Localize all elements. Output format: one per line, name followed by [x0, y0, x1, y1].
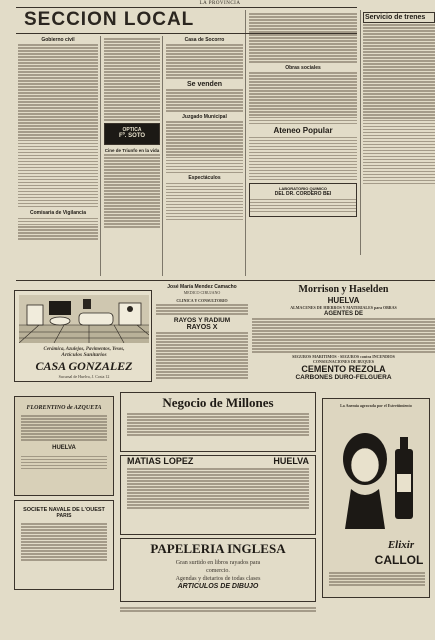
heading-trenes: Servicio de trenes [365, 14, 426, 21]
train-title-box [363, 12, 435, 23]
column-4 [249, 12, 357, 217]
laboratorio-line1: LABORATORIO QUIMICO [278, 186, 328, 192]
gonzalez-name: CASA GONZALEZ [35, 359, 133, 373]
running-head: LA PROVINCIA [199, 1, 241, 6]
papeleria-line1: Gran surtido en libros rayados para [175, 560, 261, 566]
callol-top: La Anemia agravada por el Estreñimiento [340, 403, 412, 408]
callol-elixir: Elixir [387, 539, 415, 551]
column-3 [166, 37, 243, 222]
optica-label: OPTICA [122, 127, 142, 133]
papeleria-line2: comercio. [206, 568, 230, 574]
heading-gobierno-civil: Gobierno civil [41, 37, 75, 43]
negocio-ad [120, 392, 316, 452]
bottom-fragment [120, 606, 316, 613]
casa-gonzalez-ad [14, 290, 152, 382]
top-rule [16, 7, 357, 8]
ads-rule [16, 280, 435, 281]
societe-navale-ad [14, 500, 114, 590]
gonzalez-tagline2: Artículos Sanitarios [61, 352, 107, 358]
matias-title: MATIAS LOPEZ [127, 456, 194, 466]
florentino-city: HUELVA [52, 445, 76, 452]
papeleria-line3: Agendas y dietarios de todas clases [175, 576, 261, 582]
medico-line1: CLINICA Y CONSULTORIO [176, 298, 228, 303]
optica-soto-ad [104, 123, 160, 145]
papeleria-line4: ARTICULOS DE DIBUJO [177, 583, 259, 590]
morrison-agentes: AGENTES DE [323, 311, 363, 317]
trains-column [363, 12, 435, 186]
column-1 [18, 37, 98, 241]
morrison-cemento: CEMENTO REZOLA [301, 364, 386, 375]
heading-comisaria: Comisaria de Vigilancia [29, 210, 87, 217]
laboratorio-line2: DEL DR. CORDERO BEI [274, 191, 332, 198]
medico-line3: RAYOS X [186, 323, 218, 331]
column-rule [245, 10, 246, 276]
morrison-sub2: ALMACENES DE HIERROS Y MATERIALES para OBRAS [290, 305, 397, 310]
morrison-city: HUELVA [327, 296, 360, 305]
gonzalez-tagline1: Cerámica, Azulejos, Pavimentos, Yesos, [43, 347, 125, 352]
heading-obras-sociales: Obras sociales [285, 64, 321, 71]
morrison-carbones: CARBONES DURO-FELGUERA [295, 374, 392, 382]
laboratorio-ad [249, 183, 357, 216]
medico-name: José María Mendez Camacho [167, 284, 237, 290]
societe-name: SOCIETE NAVALE DE L'OUEST [23, 507, 105, 513]
heading-ateneo: Ateneo Popular [273, 126, 333, 136]
optica-name: Fº. SOTO [118, 133, 146, 139]
morrison-consig: CONSIGNACIONES DE BUQUES [313, 359, 374, 365]
papeleria-title: PAPELERIA INGLESA [150, 541, 286, 556]
bathroom-illustration [19, 295, 149, 343]
societe-city: PARIS [56, 513, 72, 519]
gonzalez-address: Sucursal de Huelva, J. Costa 12 [58, 374, 110, 379]
column-rule [360, 10, 361, 255]
morrison-title: Morrison y Haselden [298, 284, 389, 295]
column-2 [104, 37, 160, 229]
florentino-ad [14, 396, 114, 496]
matias-lopez-ad [120, 455, 316, 535]
heading-cine: Cine de Triunfo en la vida [104, 147, 160, 153]
heading-juzgado: Juzgado Municipal [182, 113, 227, 120]
column-rule [100, 36, 101, 276]
papeleria-ad [120, 538, 316, 602]
heading-espectaculos: Espectáculos [188, 175, 221, 182]
matias-city: HUELVA [273, 456, 309, 466]
callol-ad [322, 398, 430, 598]
heading-se-venden: Se venden [186, 80, 222, 88]
section-title: SECCION LOCAL [24, 9, 195, 30]
callol-name: CALLOL [374, 553, 424, 567]
medico-ad [156, 284, 248, 384]
woman-portrait-illustration [329, 419, 425, 529]
morrison-ad [252, 284, 435, 392]
heading-casa-socorro: Casa de Socorro [184, 37, 225, 43]
florentino-name: FLORENTINO de AZQUETA [26, 405, 102, 411]
medico-line2: RAYOS Y RADIUM [173, 316, 231, 324]
morrison-seguros: SEGUROS MARITIMOS · SEGUROS contra INCENDIOS [292, 354, 395, 360]
negocio-title: Negocio de Millones [162, 395, 274, 410]
column-rule [162, 36, 163, 276]
medico-sub: MEDICO CIRUJANO [183, 290, 221, 295]
